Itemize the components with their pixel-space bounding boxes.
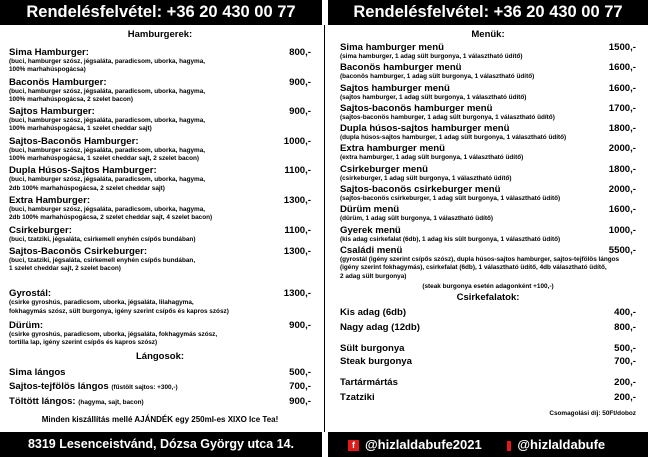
sides-list [340, 343, 636, 367]
item-price: 200,- [614, 391, 636, 403]
item-desc [9, 236, 311, 244]
item-price: 500,- [289, 366, 311, 378]
menu-item [9, 225, 311, 244]
item-desc-line: (buci, hamburger szósz, jégsaláta, paradicsom, uborka, hagyma, [9, 87, 206, 95]
item-desc [9, 58, 311, 75]
item-price: 400,- [614, 306, 636, 318]
item-desc [340, 215, 636, 223]
item-desc-line: 100% marhahúspogácsa, 1 szelet cheddar sajt, 2 szelet bacon) [9, 155, 200, 163]
item-name: Sima hamburger menü [340, 42, 444, 53]
item-price: 1000,- [283, 135, 311, 147]
menu-combo-list [340, 42, 636, 281]
burger-list [9, 47, 311, 273]
item-desc-line: (buci, hamburger szósz, jégsaláta, paradicsom, uborka, hagyma, [9, 146, 206, 154]
item-name: Dürüm: [9, 320, 44, 332]
item-desc-line: 100% marhahúspogácsa) [9, 66, 86, 74]
item-desc-line: (buci, hamburger szósz, jégsaláta, paradicsom, uborka, hagyma, [9, 176, 206, 184]
menu-item [340, 343, 636, 354]
item-desc [340, 154, 636, 162]
instagram-handle[interactable]: @hizlaldabufe [517, 437, 606, 452]
langos-list [9, 367, 311, 408]
menu-item [340, 184, 636, 203]
item-desc [340, 175, 636, 183]
item-desc-line: (csirke gyroshús, paradicsom, uborka, jégsaláta, fokhagymás szósz, [9, 331, 218, 339]
item-extra: (fűstölt sajtos: +300,-) [111, 383, 178, 391]
item-name-text: Töltött lángos: [9, 395, 76, 407]
item-price: 1700,- [608, 102, 636, 114]
item-price: 1600,- [608, 204, 636, 216]
item-desc-line: (csirke gyroshús, paradicsom, uborka, jégsaláta, lilahagyma, [9, 299, 194, 307]
item-price: 1600,- [608, 82, 636, 94]
item-desc-line: (dürüm, 1 adag sült burgonya, 1 választható üdítő) [340, 215, 494, 223]
right-menu-column [340, 25, 636, 418]
item-desc-line: (dupla húsos-sajtos hamburger, 1 adag sült burgonya, 1 választható üdítő) [340, 134, 567, 142]
item-desc-line: 100% marhahúspogácsa, 2 szelet bacon) [9, 95, 133, 103]
item-name: Sajtos Hamburger: [9, 106, 95, 118]
item-price: 2000,- [608, 184, 636, 196]
item-name: Csirkeburger menü [340, 163, 428, 175]
item-price: 1100,- [284, 224, 311, 236]
item-desc-line: (igény szerint fokhagymás), csirkefalat (6db), 1 választható üdítő, 4db választható üdítő, [340, 264, 607, 272]
item-desc-line: (gyrostál (igény szerint csípős szósz), dupla húsos-sajtos hamburger, sajtos-tejfölös lángos [340, 255, 620, 263]
social-footer [328, 432, 648, 457]
section-title-burgers: Hamburgerek: [127, 29, 193, 40]
menu-item [9, 246, 311, 274]
item-desc-line: (buci, hamburger szósz, jégsaláta, paradicsom, uborka, hagyma, [9, 205, 206, 213]
item-price: 900,- [289, 395, 311, 407]
item-desc-line: (extra hamburger, 1 adag sült burgonya, 1 választható üdítő) [340, 154, 524, 162]
menu-item-durum [9, 320, 311, 348]
item-desc [340, 53, 636, 61]
item-name: Sajtos hamburger menü [340, 82, 450, 94]
chicken-list [340, 307, 636, 333]
menu-item [340, 307, 636, 318]
item-desc [9, 331, 311, 348]
item-name [340, 392, 636, 403]
item-desc [340, 134, 636, 142]
menu-item [340, 123, 636, 142]
item-name: Baconös Hamburger: [9, 76, 107, 88]
packaging-fee: Csomagolási díj: 50Ft/doboz [549, 409, 636, 417]
item-name [9, 381, 311, 393]
item-desc [340, 73, 636, 81]
menu-item [340, 356, 636, 367]
menu-item [340, 42, 636, 61]
menu-item [9, 47, 311, 75]
menu-item [340, 322, 636, 333]
item-price: 700,- [289, 380, 311, 392]
item-desc-line: 2db 100% marhahúspogácsa, 2 szelet cheddar sajt) [9, 184, 165, 192]
item-name [340, 343, 636, 354]
item-price: 1800,- [608, 163, 636, 175]
item-name-text: Sima lángos [9, 366, 66, 378]
facebook-icon: f [348, 440, 359, 451]
item-desc [9, 299, 311, 316]
item-desc [9, 176, 311, 193]
menu-item [340, 392, 636, 403]
item-name: Családi menü [340, 244, 403, 256]
free-gift-note: Minden kiszállítás mellé AJÁNDÉK egy 250ml-es XIXO Ice Tea! [41, 414, 279, 424]
phone-header-right: Rendelésfelvétel: +36 20 430 00 77 [328, 0, 648, 25]
menu-item [340, 83, 636, 102]
item-name-text: Steak burgonya [340, 355, 412, 367]
item-price: 5500,- [608, 244, 636, 256]
item-desc-line: (buci, hamburger szósz, jégsaláta, paradicsom, uborka, hagyma, [9, 117, 206, 125]
menu-item [9, 77, 311, 105]
item-name: Sajtos-baconös csirkeburger menü [340, 184, 501, 196]
menu-item [340, 377, 636, 388]
item-name: Dupla húsos-sajtos hamburger menü [340, 123, 510, 135]
item-name: Sajtos-baconös hamburger menü [340, 102, 493, 114]
phone-header-left: Rendelésfelvétel: +36 20 430 00 77 [0, 0, 322, 25]
item-desc-line: 1 szelet cheddar sajt, 2 szelet bacon) [9, 265, 121, 273]
item-extra: (hagyma, sajt, bacon) [78, 398, 144, 406]
item-desc-line: (csirkeburger, 1 adag sült burgonya, 1 választható üdítő) [340, 174, 512, 182]
column-divider [324, 25, 325, 432]
item-name [340, 356, 636, 367]
item-name: Extra Hamburger: [9, 194, 91, 206]
item-price: 200,- [614, 376, 636, 388]
item-name: Extra hamburger menü [340, 143, 446, 155]
item-name-text: Tzatziki [340, 391, 375, 403]
left-menu-column [9, 25, 311, 425]
item-name: Dürüm menü [340, 204, 400, 216]
item-name [340, 307, 636, 318]
item-price: 500,- [614, 342, 636, 354]
steak-note: (steak burgonya esetén adagonként +100,-) [422, 282, 554, 290]
item-name-text: Kis adag (6db) [340, 306, 407, 318]
item-desc-line: tortilla lap, igény szerint csípős és kapros szósz) [9, 339, 158, 347]
item-price: 1000,- [608, 224, 636, 236]
item-desc-line: 2db 100% marhahúspogácsa, 2 szelet cheddar sajt, 4 szelet bacon) [9, 214, 213, 222]
item-name-text: Sajtos-tejfölös lángos [9, 380, 109, 392]
item-desc-line: 100% marhahúspogácsa, 1 szelet cheddar sajt) [9, 125, 152, 133]
item-name [340, 322, 636, 333]
menu-item [9, 136, 311, 164]
menu-item [9, 106, 311, 134]
item-name-text: Tartármártás [340, 376, 398, 388]
item-price: 800,- [614, 321, 636, 333]
item-price: 1600,- [608, 62, 636, 74]
item-name-text: Sült burgonya [340, 342, 405, 354]
menu-item [340, 164, 636, 183]
instagram-icon [507, 441, 511, 451]
item-desc-line: (sajtos-baconös csirkeburger, 1 adag sült burgonya, 1 választható üdítő) [340, 195, 561, 203]
item-name: Gyrostál: [9, 288, 52, 300]
item-desc [340, 256, 636, 281]
item-desc-line: fokhagymás szósz, sült burgonya, igény szerint csípős és kapros szósz) [9, 307, 229, 315]
menu-item [340, 204, 636, 223]
menu-item-gyros [9, 288, 311, 316]
item-price: 900,- [289, 106, 311, 118]
item-price: 800,- [289, 47, 311, 58]
item-name [340, 377, 636, 388]
item-name-text: Nagy adag (12db) [340, 321, 420, 333]
item-name [9, 396, 311, 408]
section-title-menus: Menük: [471, 29, 505, 40]
menu-item [9, 381, 311, 393]
item-name: Sajtos-Baconös Csirkeburger: [9, 245, 148, 257]
item-desc [340, 94, 636, 102]
menu-item [9, 367, 311, 378]
item-desc-line: (sima hamburger, 1 adag sült burgonya, 1 választható üdítő) [340, 53, 523, 60]
menu-item [340, 225, 636, 244]
item-name: Sima Hamburger: [9, 47, 89, 58]
item-desc [340, 236, 636, 244]
item-name: Gyerek menü [340, 224, 401, 236]
item-price: 900,- [289, 320, 311, 332]
menu-item [340, 245, 636, 281]
item-desc-line: (buci, hamburger szósz, jégsaláta, paradicsom, uborka, hagyma, [9, 58, 206, 65]
address-footer: 8319 Lesenceistvánd, Dózsa György utca 14. [0, 432, 322, 457]
item-desc-line: (kis adag csirkefalat (6db), 1 adag kis sült burgonya, 1 választható üdítő) [340, 235, 561, 243]
item-price: 1500,- [608, 42, 636, 53]
item-name: Sajtos-Baconös Hamburger: [9, 135, 139, 147]
item-price: 2000,- [608, 143, 636, 155]
menu-item [9, 396, 311, 408]
item-desc [340, 195, 636, 203]
item-desc-line: 2 adag sült burgonya) [340, 272, 407, 280]
item-desc [9, 117, 311, 134]
item-price: 900,- [289, 76, 311, 88]
item-price: 700,- [614, 355, 636, 367]
menu-item [340, 143, 636, 162]
item-desc [9, 206, 311, 223]
section-title-langos: Lángosok: [135, 350, 185, 362]
item-name: Dupla Húsos-Sajtos Hamburger: [9, 165, 157, 177]
item-desc [9, 88, 311, 105]
item-price: 1300,- [283, 245, 311, 257]
menu-item [340, 62, 636, 81]
item-desc-line: (baconös hamburger, 1 adag sült burgonya, 1 választható üdítő) [340, 73, 535, 81]
sauces-list [340, 377, 636, 403]
item-price: 1300,- [283, 194, 311, 206]
item-desc [9, 147, 311, 164]
menu-item [9, 165, 311, 193]
item-desc-line: (buci, tzatziki, jégsaláta, csirkemell enyhén csípős bundában, [9, 256, 196, 264]
item-name: Baconös hamburger menü [340, 62, 462, 74]
item-desc-line: (sajtos-baconös hamburger, 1 adag sült burgonya, 1 választható üdítő) [340, 113, 555, 121]
item-desc-line: (sajtos hamburger, 1 adag sült burgonya, 1 választható üdítő) [340, 93, 527, 101]
item-name [9, 367, 311, 378]
section-title-chicken: Csirkefalatok: [456, 291, 520, 303]
facebook-handle[interactable]: @hizlaldabufe2021 [365, 437, 482, 452]
item-name: Csirkeburger: [9, 224, 72, 236]
item-price: 1800,- [608, 123, 636, 135]
item-price: 1300,- [283, 288, 311, 300]
item-desc [9, 257, 311, 274]
item-desc [340, 114, 636, 122]
menu-item [9, 195, 311, 223]
menu-item [340, 103, 636, 122]
item-price: 1100,- [284, 165, 311, 177]
item-desc-line: (buci, tzatziki, jégsaláta, csirkemell enyhén csípős bundában) [9, 235, 196, 243]
